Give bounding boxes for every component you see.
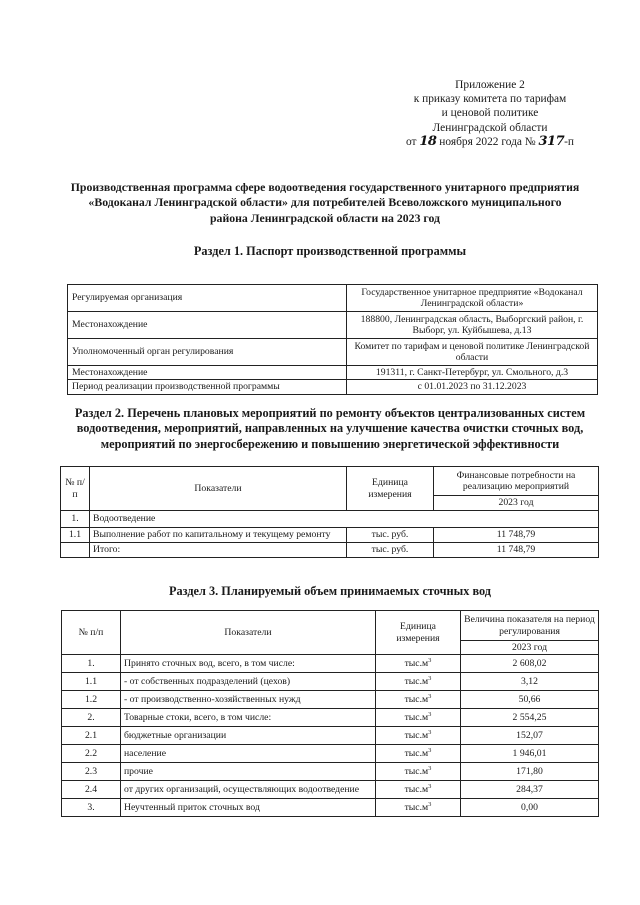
row-value: 191311, г. Санкт-Петербург, ул. Смольного, д.3 <box>347 366 598 380</box>
col-header-unit: Единица измерения <box>347 467 434 511</box>
row-value: Государственное унитарное предприятие «Водоканал Ленинградской области» <box>347 285 598 312</box>
table-row <box>62 691 599 709</box>
order-date-line <box>380 135 600 149</box>
table-row <box>61 528 599 543</box>
unit-base: тыс.м <box>404 657 429 669</box>
date-prefix: от <box>405 135 417 148</box>
col-header-unit: Единица измерения <box>376 611 461 655</box>
table-row <box>68 366 598 380</box>
unit-exponent: 3 <box>428 674 432 682</box>
row-num: 2.4 <box>62 781 121 799</box>
unit-exponent: 3 <box>428 728 432 736</box>
table-row <box>62 727 599 745</box>
document-title: Производственная программа сфере водоотведения государственного унитарного предприятия «Водоканал Ленинградской области» для потребителей Всеволожского муниципального района Ленинградской области на 2023 год <box>70 180 580 225</box>
order-line: к приказу комитета по тарифам <box>413 93 567 106</box>
row-label: прочие <box>121 763 376 781</box>
table-row <box>61 543 599 558</box>
col-header-year: 2023 год <box>461 641 599 655</box>
row-label: население <box>121 745 376 763</box>
table-row <box>68 285 598 312</box>
row-value: с 01.01.2023 по 31.12.2023 <box>347 380 598 394</box>
row-unit: тыс. руб. <box>347 543 434 558</box>
table-row <box>68 312 598 339</box>
row-unit <box>376 727 461 745</box>
row-label: - от производственно-хозяйственных нужд <box>121 691 376 709</box>
unit-exponent: 3 <box>428 800 432 808</box>
appendix-line: Приложение 2 <box>455 79 525 91</box>
row-value: Комитет по тарифам и ценовой политике Ленинградской области <box>347 339 598 366</box>
passport-table <box>67 284 598 395</box>
row-unit <box>376 691 461 709</box>
unit-exponent: 3 <box>428 710 432 718</box>
row-label: Выполнение работ по капитальному и текущему ремонту <box>90 528 347 543</box>
section-1-title: Раздел 1. Паспорт производственной программы <box>193 244 467 258</box>
unit-base: тыс.м <box>404 693 429 705</box>
row-num: 1.1 <box>61 528 90 543</box>
col-header-year: 2023 год <box>434 496 599 511</box>
unit-base: тыс.м <box>404 675 429 687</box>
date-middle: ноября 2022 года № <box>439 135 536 148</box>
row-label: - от собственных подразделений (цехов) <box>121 673 376 691</box>
row-value: 284,37 <box>461 781 599 799</box>
unit-exponent: 3 <box>428 692 432 700</box>
row-value: 50,66 <box>461 691 599 709</box>
row-unit <box>376 763 461 781</box>
table-row <box>68 339 598 366</box>
row-num: 2.3 <box>62 763 121 781</box>
table-row <box>62 655 599 673</box>
row-unit <box>376 781 461 799</box>
col-header-num: № п/п <box>62 611 121 655</box>
row-label: бюджетные организации <box>121 727 376 745</box>
row-unit <box>376 745 461 763</box>
row-label: Период реализации производственной программы <box>68 380 347 394</box>
row-value: 188800, Ленинградская область, Выборгский район, г. Выборг, ул. Куйбышева, д.13 <box>347 312 598 339</box>
measures-table <box>60 466 599 558</box>
region-line: Ленинградской области <box>432 121 548 134</box>
row-num <box>61 543 90 558</box>
row-unit <box>376 655 461 673</box>
table-row <box>62 781 599 799</box>
row-label: Итого: <box>90 543 347 558</box>
table-row <box>62 745 599 763</box>
row-unit <box>376 673 461 691</box>
unit-exponent: 3 <box>428 764 432 772</box>
col-header-indicator: Показатели <box>90 467 347 511</box>
table-row <box>62 709 599 727</box>
unit-base: тыс.м <box>404 783 429 795</box>
unit-base: тыс.м <box>404 765 429 777</box>
row-label: Неучтенный приток сточных вод <box>121 799 376 817</box>
table-row <box>68 380 598 394</box>
row-value: 11 748,79 <box>434 543 599 558</box>
row-num: 2.1 <box>62 727 121 745</box>
row-label: Местонахождение <box>68 312 347 339</box>
col-header-financing: Финансовые потребности на реализацию мероприятий <box>434 467 599 496</box>
table-row <box>62 763 599 781</box>
section-3-title: Раздел 3. Планируемый объем принимаемых сточных вод <box>168 584 492 598</box>
row-value: 3,12 <box>461 673 599 691</box>
row-unit <box>376 799 461 817</box>
row-num: 2. <box>62 709 121 727</box>
row-label: от других организаций, осуществляющих водоотведение <box>121 781 376 799</box>
col-header-value: Величина показателя на период регулирования <box>461 611 599 641</box>
unit-base: тыс.м <box>404 747 429 759</box>
table-row <box>61 511 599 528</box>
row-label: Принято сточных вод, всего, в том числе: <box>121 655 376 673</box>
row-num: 1.2 <box>62 691 121 709</box>
row-num: 3. <box>62 799 121 817</box>
appendix-header <box>380 78 600 149</box>
unit-base: тыс.м <box>404 729 429 741</box>
row-label: Регулируемая организация <box>68 285 347 312</box>
row-num: 1. <box>62 655 121 673</box>
row-value: 11 748,79 <box>434 528 599 543</box>
row-unit: тыс. руб. <box>347 528 434 543</box>
row-value: 2 608,02 <box>461 655 599 673</box>
row-label: Уполномоченный орган регулирования <box>68 339 347 366</box>
col-header-indicator: Показатели <box>121 611 376 655</box>
unit-base: тыс.м <box>404 711 429 723</box>
table-header-row <box>62 611 599 641</box>
row-label: Товарные стоки, всего, в том числе: <box>121 709 376 727</box>
unit-base: тыс.м <box>404 801 429 813</box>
row-value: 2 554,25 <box>461 709 599 727</box>
table-row <box>62 673 599 691</box>
row-unit <box>376 709 461 727</box>
table-header-row <box>61 467 599 496</box>
row-label: Местонахождение <box>68 366 347 380</box>
handwritten-number: 317 <box>538 133 565 149</box>
unit-exponent: 3 <box>428 746 432 754</box>
unit-exponent: 3 <box>428 782 432 790</box>
table-row <box>62 799 599 817</box>
row-value: 171,80 <box>461 763 599 781</box>
col-header-num: № п/п <box>61 467 90 511</box>
handwritten-day: 18 <box>419 133 437 149</box>
section-2-title: Раздел 2. Перечень плановых мероприятий по ремонту объектов централизованных систем водоотведения, мероприятий, направленных на улучшение качества очистки сточных вод, мероприятий по энергосбережению и повышению энергетической эффективности <box>74 406 586 451</box>
number-suffix: -п <box>564 135 575 148</box>
row-value: 0,00 <box>461 799 599 817</box>
row-label: Водоотведение <box>90 511 599 528</box>
row-num: 1. <box>61 511 90 528</box>
row-num: 2.2 <box>62 745 121 763</box>
row-value: 1 946,01 <box>461 745 599 763</box>
row-num: 1.1 <box>62 673 121 691</box>
wastewater-volume-table <box>61 610 599 817</box>
unit-exponent: 3 <box>428 656 432 664</box>
row-value: 152,07 <box>461 727 599 745</box>
committee-line: и ценовой политике <box>441 107 539 120</box>
